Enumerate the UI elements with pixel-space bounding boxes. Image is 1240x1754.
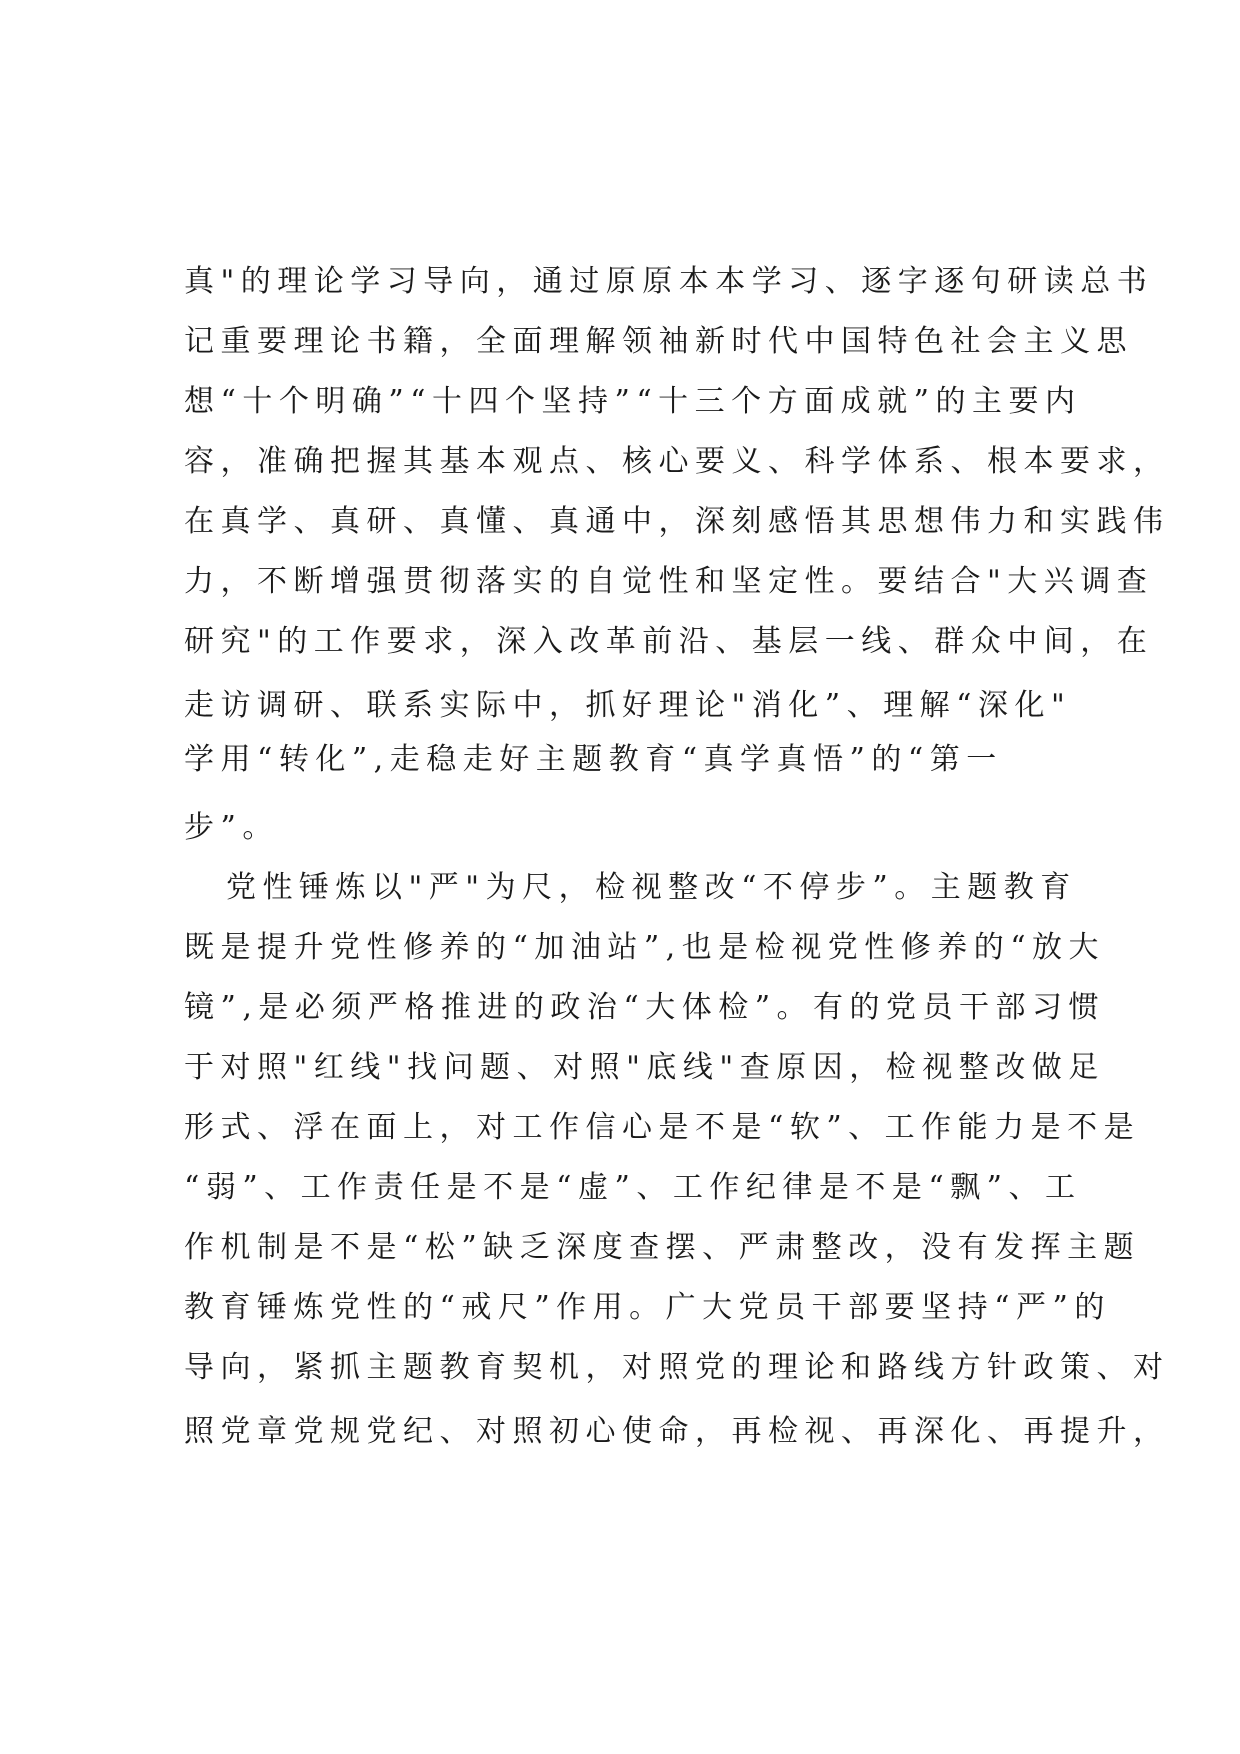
text-line: 步”。 (184, 810, 279, 845)
text-line: 记重要理论书籍，全面理解领袖新时代中国特色社会主义思 (184, 324, 1133, 359)
text-line: 走访调研、联系实际中，抓好理论"消化”、理解“深化" (184, 688, 1072, 723)
text-line: 形式、浮在面上，对工作信心是不是“软”、工作能力是不是 (184, 1110, 1141, 1145)
text-line: 镜”,是必须严格推进的政治“大体检”。有的党员干部习惯 (184, 990, 1106, 1025)
text-line: 学用“转化”,走稳走好主题教育“真学真悟”的“第一 (184, 742, 1003, 777)
text-line: 于对照"红线"找问题、对照"底线"查原因，检视整改做足 (184, 1050, 1105, 1085)
paragraph-first-line: 党性锤炼以"严"为尺，检视整改“不停步”。主题教育 (226, 870, 1077, 905)
text-line: 导向，紧抓主题教育契机，对照党的理论和路线方针政策、对 (184, 1350, 1170, 1385)
text-line: 真"的理论学习导向，通过原原本本学习、逐字逐句研读总书 (184, 264, 1154, 299)
text-line: 想“十个明确”“十四个坚持”“十三个方面成就”的主要内 (184, 384, 1082, 419)
text-line: 既是提升党性修养的“加油站”,也是检视党性修养的“放大 (184, 930, 1106, 965)
text-line: 力，不断增强贯彻落实的自觉性和坚定性。要结合"大兴调查 (184, 564, 1154, 599)
text-line: 容，准确把握其基本观点、核心要义、科学体系、根本要求， (184, 444, 1170, 479)
text-line: 教育锤炼党性的“戒尺”作用。广大党员干部要坚持“严”的 (184, 1290, 1111, 1325)
text-line: 照党章党规党纪、对照初心使命，再检视、再深化、再提升， (184, 1414, 1170, 1449)
text-line: “弱”、工作责任是不是“虚”、工作纪律是不是“飘”、工 (184, 1170, 1082, 1205)
text-line: 在真学、真研、真懂、真通中，深刻感悟其思想伟力和实践伟 (184, 504, 1170, 539)
text-line: 作机制是不是“松”缺乏深度查摆、严肃整改，没有发挥主题 (184, 1230, 1141, 1265)
text-line: 研究"的工作要求，深入改革前沿、基层一线、群众中间，在 (184, 624, 1154, 659)
